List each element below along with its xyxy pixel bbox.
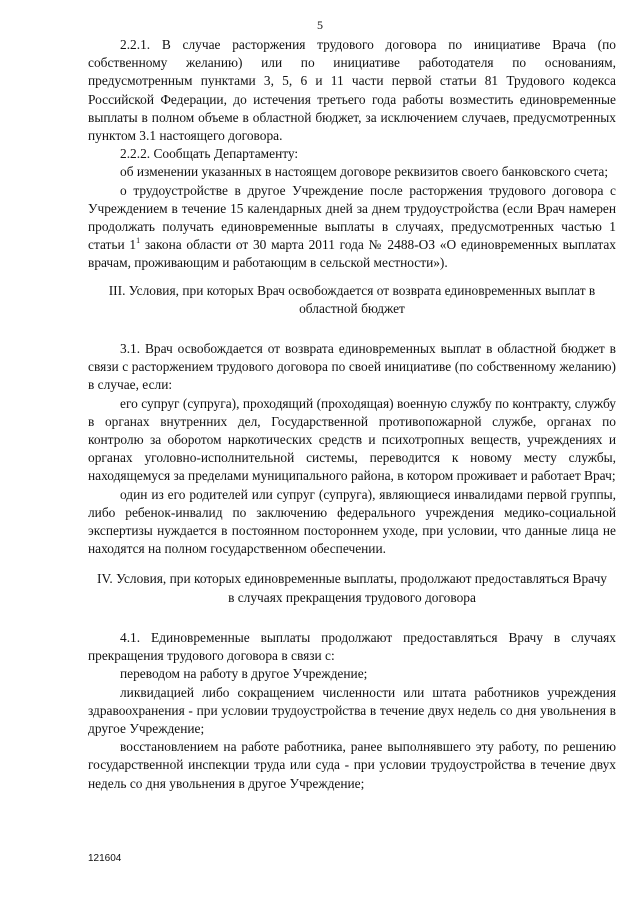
document-body: [88, 36, 616, 793]
paragraph-disabled-relative: один из его родителей или супруг (супруга), являющиеся инвалидами первой группы, либо ребенок-инвалид по заключению федерального учреждения медико-социальной экспертизы нуждается в постоянном постороннем уходе, при условии, что данные лица не находятся на полном государственном обеспечении.: [88, 486, 616, 557]
paragraph-reinstatement: восстановлением на работе работника, ранее выполнявшего эту работу, по решению государственной инспекции труда или суда - при условии трудоустройства в течение двух недель со дня увольнения в другое Учреждение;: [88, 739, 616, 791]
page-number: 5: [317, 18, 323, 32]
employment-text-end: закона области от 30 марта 2011 года № 2488-ОЗ «О единовременных выплатах врачам, проживающим и работающим в сельской местности»).: [88, 237, 616, 271]
document-code: 121604: [88, 853, 122, 864]
paragraph-spouse-service: его супруг (супруга), проходящий (проходящая) военную службу по контракту, службу в органах внутренних дел, Государственной противопожарной службе, органах по контролю за оборотом наркотических средств и психотропных веществ, учреждениях и органах уголовно-исполнительной системы, переводится к новому месту службы, находящемуся за пределами муниципального района, в котором проживает и работает Врач;: [88, 395, 616, 484]
paragraph-liquidation: ликвидацией либо сокращением численности или штата работников учреждения здравоохранения - при условии трудоустройства в течение двух недель со дня увольнения в другое Учреждение;: [88, 684, 616, 736]
paragraph-transfer: переводом на работу в другое Учреждение;: [120, 666, 368, 682]
paragraph-2-2-1: 2.2.1. В случае расторжения трудового договора по инициативе Врача (по собственному желанию) или по инициативе работодателя по основаниям, предусмотренным пунктами 3, 5, 6 и 11 части первой статьи 81 Трудового кодекса Российской Федерации, до истечения третьего года работы возместить единовременные выплаты в полном объеме в областной бюджет, за исключением случаев, предусмотренных пунктом 3.1 настоящего договора.: [88, 37, 616, 144]
paragraph-3-1: 3.1. Врач освобождается от возврата единовременных выплат в областной бюджет в связи с расторжением трудового договора по своей инициативе (по собственному желанию) в случае, если:: [88, 341, 616, 393]
paragraph-bank-account: об изменении указанных в настоящем договоре реквизитов своего банковского счета;: [120, 164, 609, 180]
paragraph-4-1: 4.1. Единовременные выплаты продолжают предоставляться Врачу в случаях прекращения трудового договора в связи с:: [88, 629, 616, 664]
section-4-heading: IV. Условия, при которых единовременные выплаты, продолжают предоставляться Врачу в случаях прекращения трудового договора: [96, 571, 607, 605]
section-3-heading: III. Условия, при которых Врач освобождается от возврата единовременных выплат в областной бюджет: [108, 282, 596, 316]
article-superscript: 1: [136, 236, 141, 246]
paragraph-2-2-2: 2.2.2. Сообщать Департаменту:: [120, 146, 299, 162]
paragraph-employment: [88, 182, 616, 273]
employment-text-start: о трудоустройстве в другое Учреждение после расторжения трудового договора с Учреждением в течение 15 календарных дней за днем трудоустройства (если Врач намерен продолжать получать единовременные выплаты в случаях, предусмотренных частью 1 статьи 1: [88, 182, 616, 253]
